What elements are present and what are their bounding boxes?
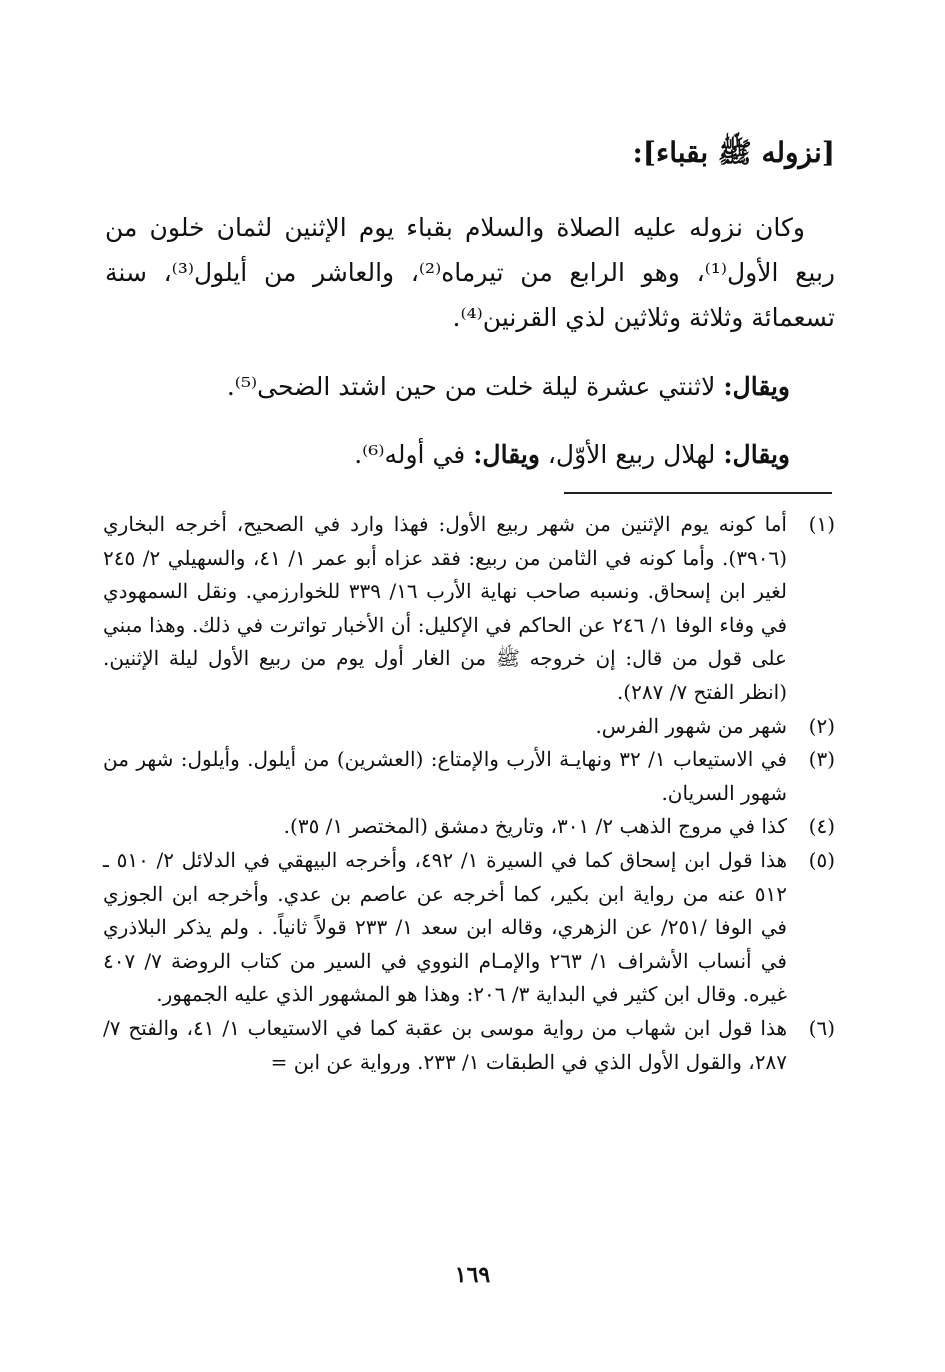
footnote-3 (103, 743, 835, 810)
saying-label: ويقال: (723, 440, 790, 469)
footnotes (103, 508, 835, 1079)
footnote-number: (٥) (808, 847, 835, 872)
footnote-1 (103, 508, 835, 710)
footnote-number: (٦) (808, 1015, 835, 1040)
saying-label: ويقال: (723, 372, 790, 401)
footnote-5 (103, 844, 835, 1012)
footnote-text: هذا قول ابن شهاب من رواية موسى بن عقبة كما في الاستيعاب ١/ ٤١، والفتح ٧/ ٢٨٧، والقول الأول الذي في الطبقات ١/ ٢٣٣. ورواية عن ابن = (103, 1015, 787, 1074)
footnote-number: (٢) (808, 713, 835, 738)
saying-line-2 (105, 432, 790, 477)
footnote-separator (564, 492, 832, 494)
saying-label-second: ويقال: (473, 440, 540, 469)
footnote-2 (103, 710, 835, 744)
paragraph-text: وكان نزوله عليه الصلاة والسلام بقباء يوم الإثنين لثمان خلون من ربيع الأول⁽¹⁾، وهو الرابع من تيرماه⁽²⁾، والعاشر من أيلول⁽³⁾، سنة تسعمائة وثلاثة وثلاثين لذي القرنين⁽⁴⁾. (105, 213, 835, 332)
footnote-text: أما كونه يوم الإثنين من شهر ربيع الأول: فهذا وارد في الصحيح، أخرجه البخاري (٣٩٠٦). وأما كونه في الثامن من ربيع: فقد عزاه أبو عمر ١/ ٤١، والسهيلي ٢/ ٢٤٥ لغير ابن إسحاق. ونسبه صاحب نهاية الأرب ١٦/ ٣٣٩ للخوارزمي. ونقل السمهودي في وفاء الوفا ١/ ٢٤٦ عن الحاكم في الإكليل: أن الأخبار تواترت في ذلك. وهذا مبني على قول من قال: إن خروجه ﷺ من الغار أول يوم من ربيع الأول ليلة الإثنين. (انظر الفتح ٧/ ٢٨٧). (103, 512, 788, 704)
main-paragraph (105, 205, 835, 340)
footnote-text: في الاستيعاب ١/ ٣٢ ونهايـة الأرب والإمتاع: (العشرين) من أيلول. وأيلول: شهر من شهور السريان. (103, 747, 787, 805)
saying-text-second: في أوله⁽⁶⁾. (354, 440, 466, 469)
footnote-text: شهر من شهور الفرس. (595, 713, 787, 738)
section-heading: [نزوله ﷺ بقباء]: (632, 136, 835, 169)
saying-text: لهلال ربيع الأوّل، (547, 440, 716, 469)
page-number: ١٦٩ (454, 1262, 491, 1288)
footnote-6 (103, 1012, 835, 1079)
footnote-4 (103, 810, 835, 844)
footnote-number: (٤) (808, 814, 835, 839)
saying-text: لاثنتي عشرة ليلة خلت من حين اشتد الضحى⁽⁵⁾. (226, 372, 716, 401)
footnote-number: (١) (808, 512, 835, 536)
footnote-number: (٣) (808, 747, 835, 772)
footnote-text: كذا في مروج الذهب ٢/ ٣٠١، وتاريخ دمشق (المختصر ١/ ٣٥). (283, 814, 787, 839)
saying-line-1 (105, 364, 790, 409)
footnote-text: هذا قول ابن إسحاق كما في السيرة ١/ ٤٩٢، وأخرجه البيهقي في الدلائل ٢/ ٥١٠ ـ ٥١٢ عنه من رواية ابن بكير، كما أخرجه عن عاصم بن عدي. وأخرجه ابن الجوزي في الوفا /٢٥١/ عن الزهري، وقاله ابن سعد ١/ ٢٣٣ قولاً ثانياً. . ولم يذكر البلاذري في أنساب الأشراف ١/ ٢٦٣ والإمـام النووي في السير من كتاب الروضة ٧/ ٤٠٧ غيره. وقال ابن كثير في البداية ٣/ ٢٠٦: وهذا هو المشهور الذي عليه الجمهور. (103, 847, 787, 1007)
